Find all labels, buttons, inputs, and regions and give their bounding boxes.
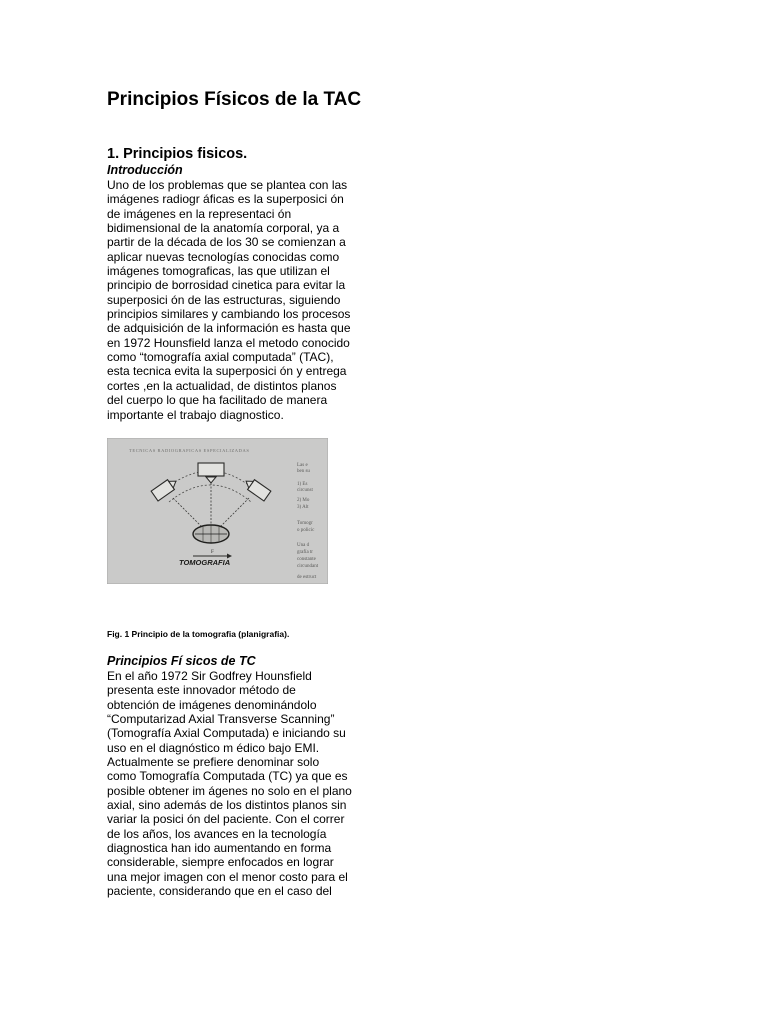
tomography-diagram xyxy=(107,438,328,584)
text-line: de imágenes en la representaci ón xyxy=(107,206,292,221)
figure-side-text-line: grafía tr xyxy=(297,550,313,555)
text-line: Actualmente se prefiere denominar solo xyxy=(107,755,320,770)
text-line: cortes ,en la actualidad, de distintos planos xyxy=(107,378,337,393)
text-line: variar la posici ón del paciente. Con el correr xyxy=(107,812,345,827)
text-line: imágenes tomograficas, las que utilizan el xyxy=(107,264,330,279)
text-line: imágenes radiogr áficas es la superposici ón xyxy=(107,192,344,207)
figure-side-text-line: o policic xyxy=(297,528,315,533)
section-heading: 1. Principios fisicos. xyxy=(107,146,248,162)
text-line: posible obtener im ágenes no solo en el plano xyxy=(107,783,352,798)
figure-caption: Fig. 1 Principio de la tomografia (planigrafia). xyxy=(107,629,290,639)
text-line: principio de borrosidad cinetica para evitar la xyxy=(107,278,346,293)
text-line: importante el trabajo diagnostico. xyxy=(107,407,284,422)
figure-side-text-line: 3) Alt xyxy=(297,505,309,510)
text-line: en 1972 Hounsfield lanza el metodo conocido xyxy=(107,335,350,350)
text-line: (Tomografía Axial Computada) e iniciando su xyxy=(107,726,346,741)
text-line: presenta este innovador método de xyxy=(107,683,296,698)
text-line: como Tomografía Computada (TC) ya que es xyxy=(107,769,348,784)
paragraph-principios xyxy=(107,669,352,899)
section-subheading-principios: Principios Fí sicos de TC xyxy=(107,654,256,668)
text-line: del cuerpo lo que ha facilitado de manera xyxy=(107,393,328,408)
figure-side-text-line: constante xyxy=(297,557,316,562)
text-line: principios similares y cambiando los procesos xyxy=(107,307,351,322)
figure-side-text-line: 2) Mo xyxy=(297,498,310,503)
section-subheading-introduccion: Introducción xyxy=(107,163,183,177)
figure-side-text-line: Las e xyxy=(297,463,308,468)
text-line: superposici ón de las estructuras, siguiendo xyxy=(107,292,341,307)
text-line: uso en el diagnóstico m édico bajo EMI. xyxy=(107,740,320,755)
figure-header-text: TECNICAS RADIOGRAFICAS ESPECIALIZADAS xyxy=(129,448,250,453)
arrow-label: F xyxy=(211,550,214,555)
text-line: obtención de imágenes denominándolo xyxy=(107,697,317,712)
text-line: como “tomografía axial computada” (TAC), xyxy=(107,350,334,365)
text-line: paciente, considerando que en el caso del xyxy=(107,884,332,899)
figure-side-text-line: circundant xyxy=(297,564,319,569)
figure-side-text-line: Una d xyxy=(297,543,310,548)
text-line: de los años, los avances en la tecnología xyxy=(107,826,327,841)
text-line: considerable, siempre enfocados en lograr xyxy=(107,855,334,870)
text-line: de adquisición de la información es hasta que xyxy=(107,321,351,336)
text-line: bidimensional de la anatomía corporal, ya a xyxy=(107,221,340,236)
figure-side-text-line: de estruct xyxy=(297,575,317,580)
figure-side-text-line: 1) Es xyxy=(297,482,308,487)
paragraph-introduccion xyxy=(107,178,351,422)
page-title: Principios Físicos de la TAC xyxy=(107,89,362,110)
figure-side-text-line: Tomogr xyxy=(297,521,313,526)
text-line: axial, sino además de los distintos planos sin xyxy=(107,798,347,813)
figure-label: TOMOGRAFIA xyxy=(179,558,231,567)
text-line: partir de la década de los 30 se comienzan a xyxy=(107,235,346,250)
figure-side-text-line: ben su xyxy=(297,469,310,474)
text-line: En el año 1972 Sir Godfrey Hounsfield xyxy=(107,669,312,683)
text-line: esta tecnica evita la superposici ón y entrega xyxy=(107,364,347,379)
text-line: “Computarizad Axial Transverse Scanning” xyxy=(107,712,335,727)
xray-tube-top xyxy=(198,463,224,476)
text-line: una mejor imagen con el menor costo para el xyxy=(107,869,348,884)
tomography-figure xyxy=(107,438,328,584)
text-line: aplicar nuevas tecnologías conocidas como xyxy=(107,249,340,264)
text-line: diagnostica han ido aumentando en forma xyxy=(107,841,332,856)
text-line: Uno de los problemas que se plantea con las xyxy=(107,178,348,192)
figure-side-text-line: circunst xyxy=(297,488,313,493)
